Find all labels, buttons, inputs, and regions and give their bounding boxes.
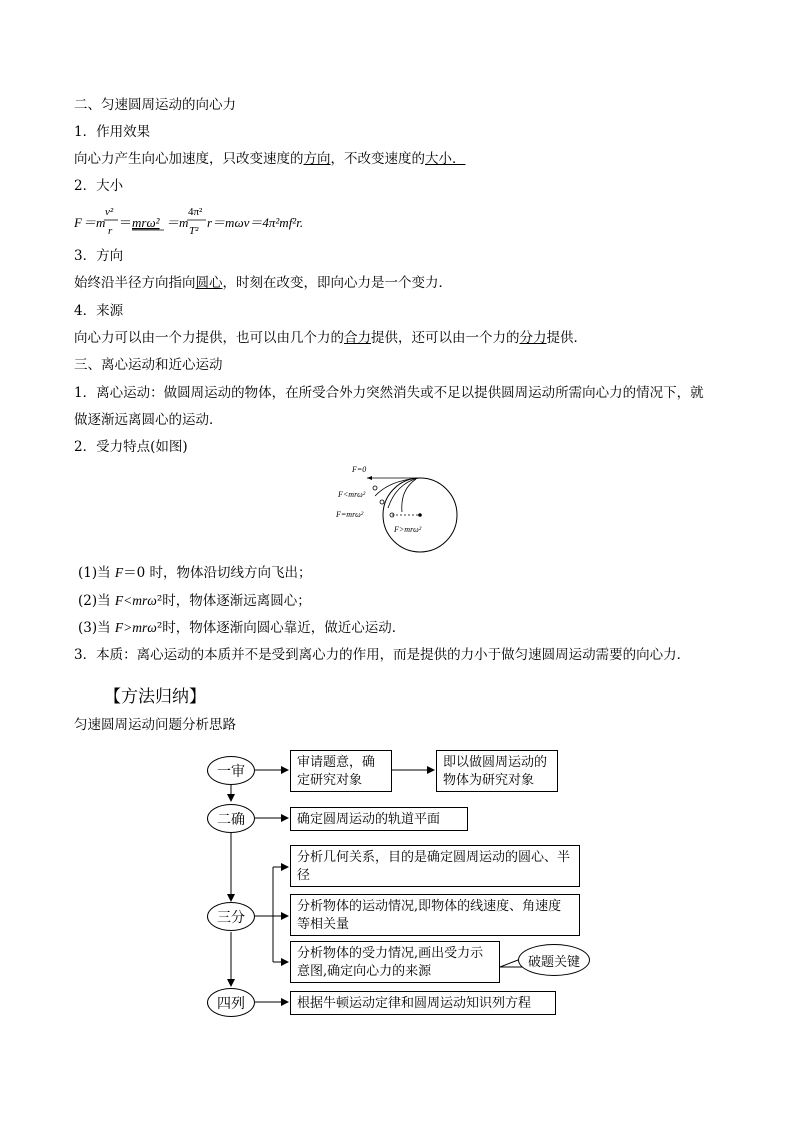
answer-magnitude: 大小．	[425, 151, 466, 167]
callout-key-point: 破题关键	[518, 944, 590, 976]
section2-item1-text: 向心力产生向心加速度，只改变速度的方向，不改变速度的大小．	[74, 151, 466, 167]
formula-frac1-num: v²	[105, 206, 114, 218]
centripetal-force-formula	[74, 203, 334, 243]
formula-eq1: ＝m	[83, 215, 106, 230]
box-motion: 分析物体的运动情况,即物体的线速度、角速度等相关量	[290, 894, 580, 936]
formula-eq2: ＝	[119, 215, 133, 230]
method-heading: 【方法归纳】	[104, 687, 206, 707]
section2-item4-title: 4．来源	[74, 303, 124, 319]
section3-item1-line1: 1．离心运动：做圆周运动的物体，在所受合外力突然消失或不足以提供圆周运动所需向心力的情况下，就	[74, 385, 704, 401]
label-f-zero: F=0	[352, 465, 367, 474]
box-review: 审请题意，确定研究对象	[290, 750, 392, 792]
label-f-equal: F=mrω²	[336, 510, 364, 519]
box-research-object: 即以做圆周运动的物体为研究对象	[436, 750, 558, 792]
section2-item3-title: 3．方向	[74, 248, 124, 264]
box-force: 分析物体的受力情况,画出受力示意图,确定向心力的来源	[290, 941, 500, 983]
formula-F: F	[74, 215, 82, 230]
formula-frac2-num: 4π²	[188, 206, 203, 218]
answer-center: 圆心	[195, 275, 223, 291]
formula-frac2-den: T²	[189, 225, 199, 237]
center-point	[418, 513, 422, 517]
section2-title: 二、匀速圆周运动的向心力	[74, 97, 236, 113]
label-f-greater: F>mrω²	[394, 525, 422, 534]
formula-svg	[74, 203, 334, 239]
step-analyze-oval: 三分	[207, 902, 255, 931]
object-dot	[380, 500, 384, 504]
section2-item1-title: 1．作用效果	[74, 124, 151, 140]
section2-item2-title: 2．大小	[74, 178, 124, 194]
box-geometry: 分析几何关系，目的是确定圆周运动的圆心、半径	[290, 845, 580, 887]
case1: (1)当 F＝0 时，物体沿切线方向飞出；	[78, 565, 312, 581]
path-inward	[402, 479, 416, 512]
formula-eq3: ＝m	[166, 215, 189, 230]
method-subtitle: 匀速圆周运动问题分析思路	[74, 717, 236, 733]
answer-direction: 方向	[303, 151, 331, 167]
formula-underlined-term: mrω²	[132, 215, 160, 230]
step-list-oval: 四列	[207, 988, 255, 1017]
formula-frac1-den: r	[108, 225, 113, 237]
answer-component: 分力	[519, 330, 547, 346]
formula-tail: r＝mωv＝4π²mf²r.	[207, 215, 304, 230]
step-determine-oval: 二确	[207, 804, 255, 833]
object-dot	[373, 486, 377, 490]
section2-item4-text: 向心力可以由一个力提供，也可以由几个力的合力提供，还可以由一个力的分力提供．	[74, 330, 587, 346]
answer-resultant: 合力	[344, 330, 371, 346]
section2-item3-text: 始终沿半径方向指向圆心，时刻在改变，即向心力是一个变力．	[74, 275, 452, 291]
centrifugal-motion-figure	[330, 460, 465, 555]
section3-item3: 3．本质：离心运动的本质并不是受到离心力的作用，而是提供的力小于做匀速圆周运动需要的向心力．	[74, 647, 691, 663]
case3: (3)当 F>mrω²时，物体逐渐向圆心靠近，做近心运动．	[78, 620, 406, 636]
section3-title: 三、离心运动和近心运动	[74, 357, 223, 373]
arrow-head	[367, 476, 372, 480]
box-orbit-plane: 确定圆周运动的轨道平面	[290, 807, 468, 831]
section3-item1-line2: 做逐渐远离圆心的运动．	[74, 412, 223, 428]
box-equations: 根据牛顿运动定律和圆周运动知识列方程	[290, 991, 556, 1015]
step-review-oval: 一审	[207, 756, 255, 785]
case2: (2)当 F<mrω²时，物体逐渐远离圆心；	[78, 593, 311, 609]
label-f-less: F<mrω²	[338, 490, 366, 499]
section3-item2-title: 2．受力特点(如图)	[74, 439, 188, 455]
